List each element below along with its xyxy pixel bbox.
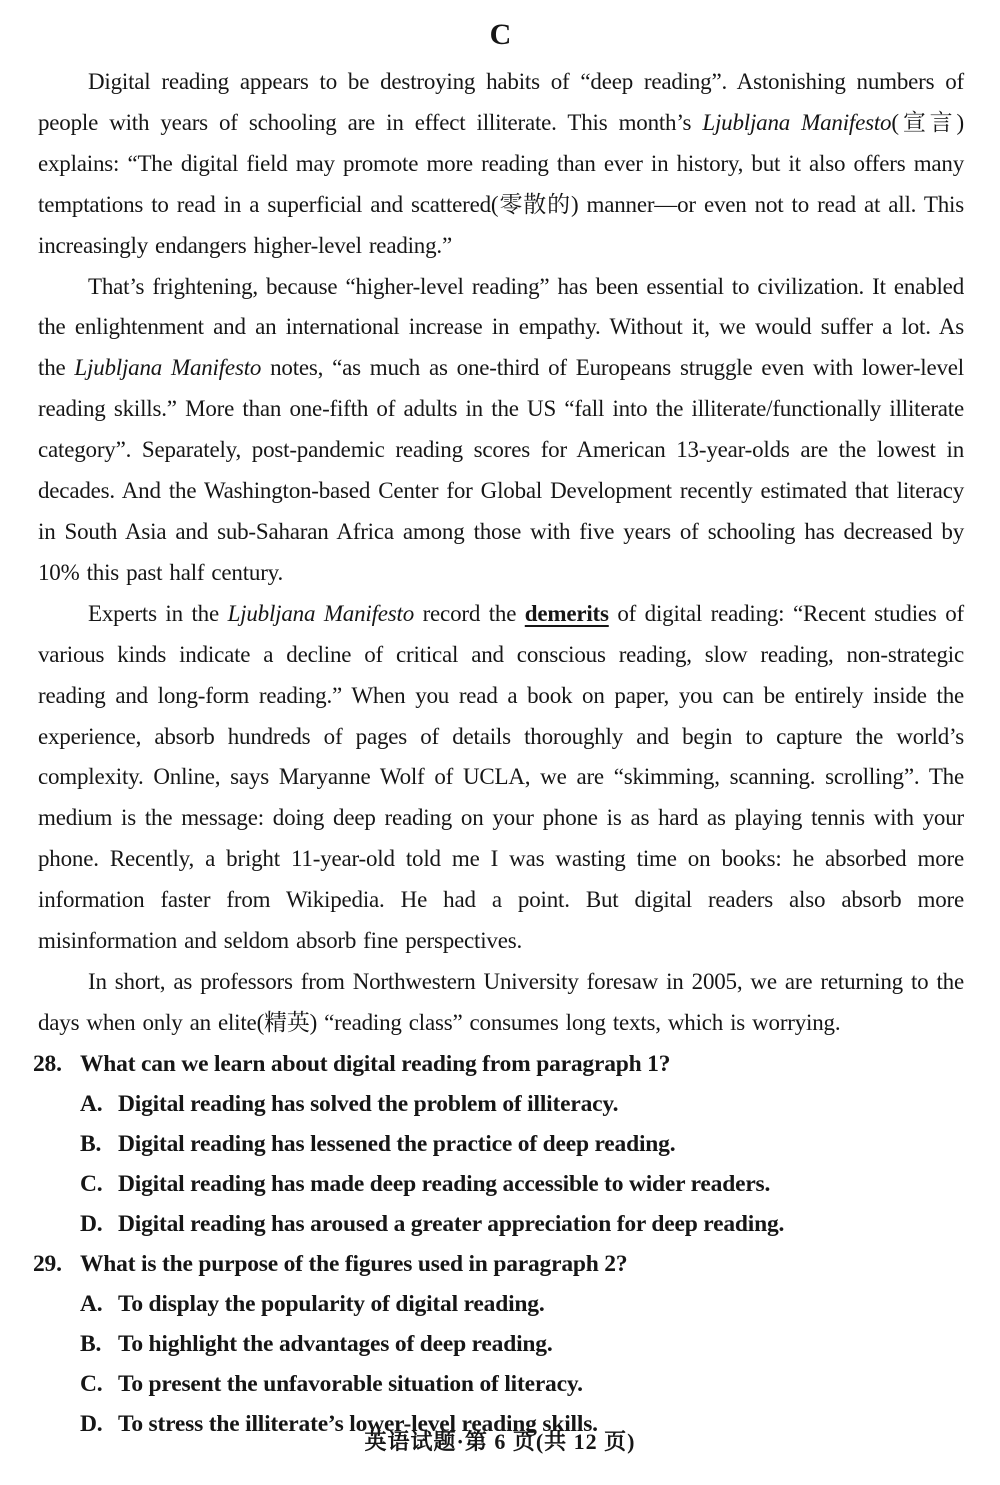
option-28-a: [33, 1084, 964, 1124]
paragraph-text: Digital reading appears to be destroying habits of “deep reading”. Astonishing numbers of people with years of schooling are in effect illiterate. This month’s: [38, 69, 964, 135]
paragraph-text: notes, “as much as one-third of Europeans struggle even with lower-level reading skills.” More than one-fifth of adults in the US “fall into the illiterate/functionally illiterate category”. Separately, post-pandemic reading scores for American 13-year-olds are the lowest in decades. And the Washington-based Center for Global Development recently estimated that literacy in South Asia and sub-Saharan Africa among those with five years of schooling has decreased by 10% this past half century.: [38, 355, 964, 585]
option-28-c: [33, 1164, 964, 1204]
option-label: C.: [80, 1370, 103, 1397]
option-label: B.: [80, 1130, 102, 1157]
question-text: What is the purpose of the figures used in paragraph 2?: [80, 1250, 628, 1277]
underlined-vocab-word: demerits: [524, 600, 609, 626]
option-label: D.: [80, 1410, 103, 1437]
option-text: To stress the illiterate’s lower-level reading skills.: [118, 1410, 598, 1437]
paragraph-text: Experts in the: [88, 600, 228, 626]
option-28-b: [33, 1124, 964, 1164]
question-stem: [33, 1044, 964, 1084]
option-text: To highlight the advantages of deep reading.: [118, 1330, 553, 1357]
option-29-b: [33, 1324, 964, 1364]
option-text: To present the unfavorable situation of literacy.: [118, 1370, 583, 1397]
passage-paragraph-4: [38, 962, 964, 1044]
italic-work-title: Ljubljana Manifesto: [74, 355, 262, 381]
italic-work-title: Ljubljana Manifesto: [227, 600, 415, 626]
option-label: B.: [80, 1330, 102, 1357]
question-28: [33, 1044, 964, 1244]
passage-paragraph-1: [38, 62, 964, 267]
option-label: D.: [80, 1210, 103, 1237]
paragraph-text: That’s frightening, because “higher-level reading” has been essential to civilization. It enabled the enlightenment and an international increase in empathy. Without it, we would suffer a lot. As the: [38, 273, 964, 381]
paragraph-text: of digital reading: “Recent studies of various kinds indicate a decline of critical and conscious reading, slow reading, non-strategic reading and long-form reading.” When you read a book on paper, you can be entirely inside the experience, absorb hundreds of pages of details thoroughly and begin to capture the world’s complexity. Online, says Maryanne Wolf of UCLA, we are “skimming, scanning. scrolling”. The medium is the message: doing deep reading on your phone is as hard as playing tennis with your phone. Recently, a bright 11-year-old told me I was wasting time on books: he absorbed more information faster from Wikipedia. He had a point. But digital readers also absorb more misinformation and seldom absorb fine perspectives.: [38, 600, 965, 954]
section-label: C: [489, 18, 513, 51]
paragraph-text: (宣言) explains: “The digital field may promote more reading than ever in history, but it also offers many temptations to read in a superficial and scattered(零散的) manner—or even not to read at all. This increasingly endangers higher-level reading.”: [38, 109, 964, 258]
question-number: 29.: [33, 1250, 62, 1277]
question-text: What can we learn about digital reading from paragraph 1?: [80, 1050, 671, 1077]
option-28-d: [33, 1204, 964, 1244]
passage-paragraph-3: [38, 594, 964, 962]
option-text: To display the popularity of digital reading.: [118, 1290, 545, 1317]
passage-paragraph-2: [38, 267, 964, 594]
italic-work-title: Ljubljana Manifesto: [702, 109, 892, 135]
option-29-c: [33, 1364, 964, 1404]
option-text: Digital reading has made deep reading accessible to wider readers.: [118, 1170, 771, 1197]
paragraph-text: In short, as professors from Northwestern University foresaw in 2005, we are returning to the days when only an elite(精英) “reading class” consumes long texts, which is worrying.: [38, 968, 964, 1035]
question-number: 28.: [33, 1050, 62, 1077]
reading-passage: [38, 62, 964, 1044]
question-29: [33, 1244, 964, 1444]
page-footer: 英语试题·第 6 页(共 12 页): [364, 1429, 636, 1454]
option-label: A.: [80, 1290, 103, 1317]
option-text: Digital reading has aroused a greater appreciation for deep reading.: [118, 1210, 785, 1237]
option-label: A.: [80, 1090, 103, 1117]
question-section: [33, 1044, 964, 1444]
option-text: Digital reading has lessened the practice of deep reading.: [118, 1130, 676, 1157]
option-text: Digital reading has solved the problem of illiteracy.: [118, 1090, 619, 1117]
question-stem: [33, 1244, 964, 1284]
paragraph-text: record the: [414, 600, 525, 626]
option-label: C.: [80, 1170, 103, 1197]
option-29-a: [33, 1284, 964, 1324]
